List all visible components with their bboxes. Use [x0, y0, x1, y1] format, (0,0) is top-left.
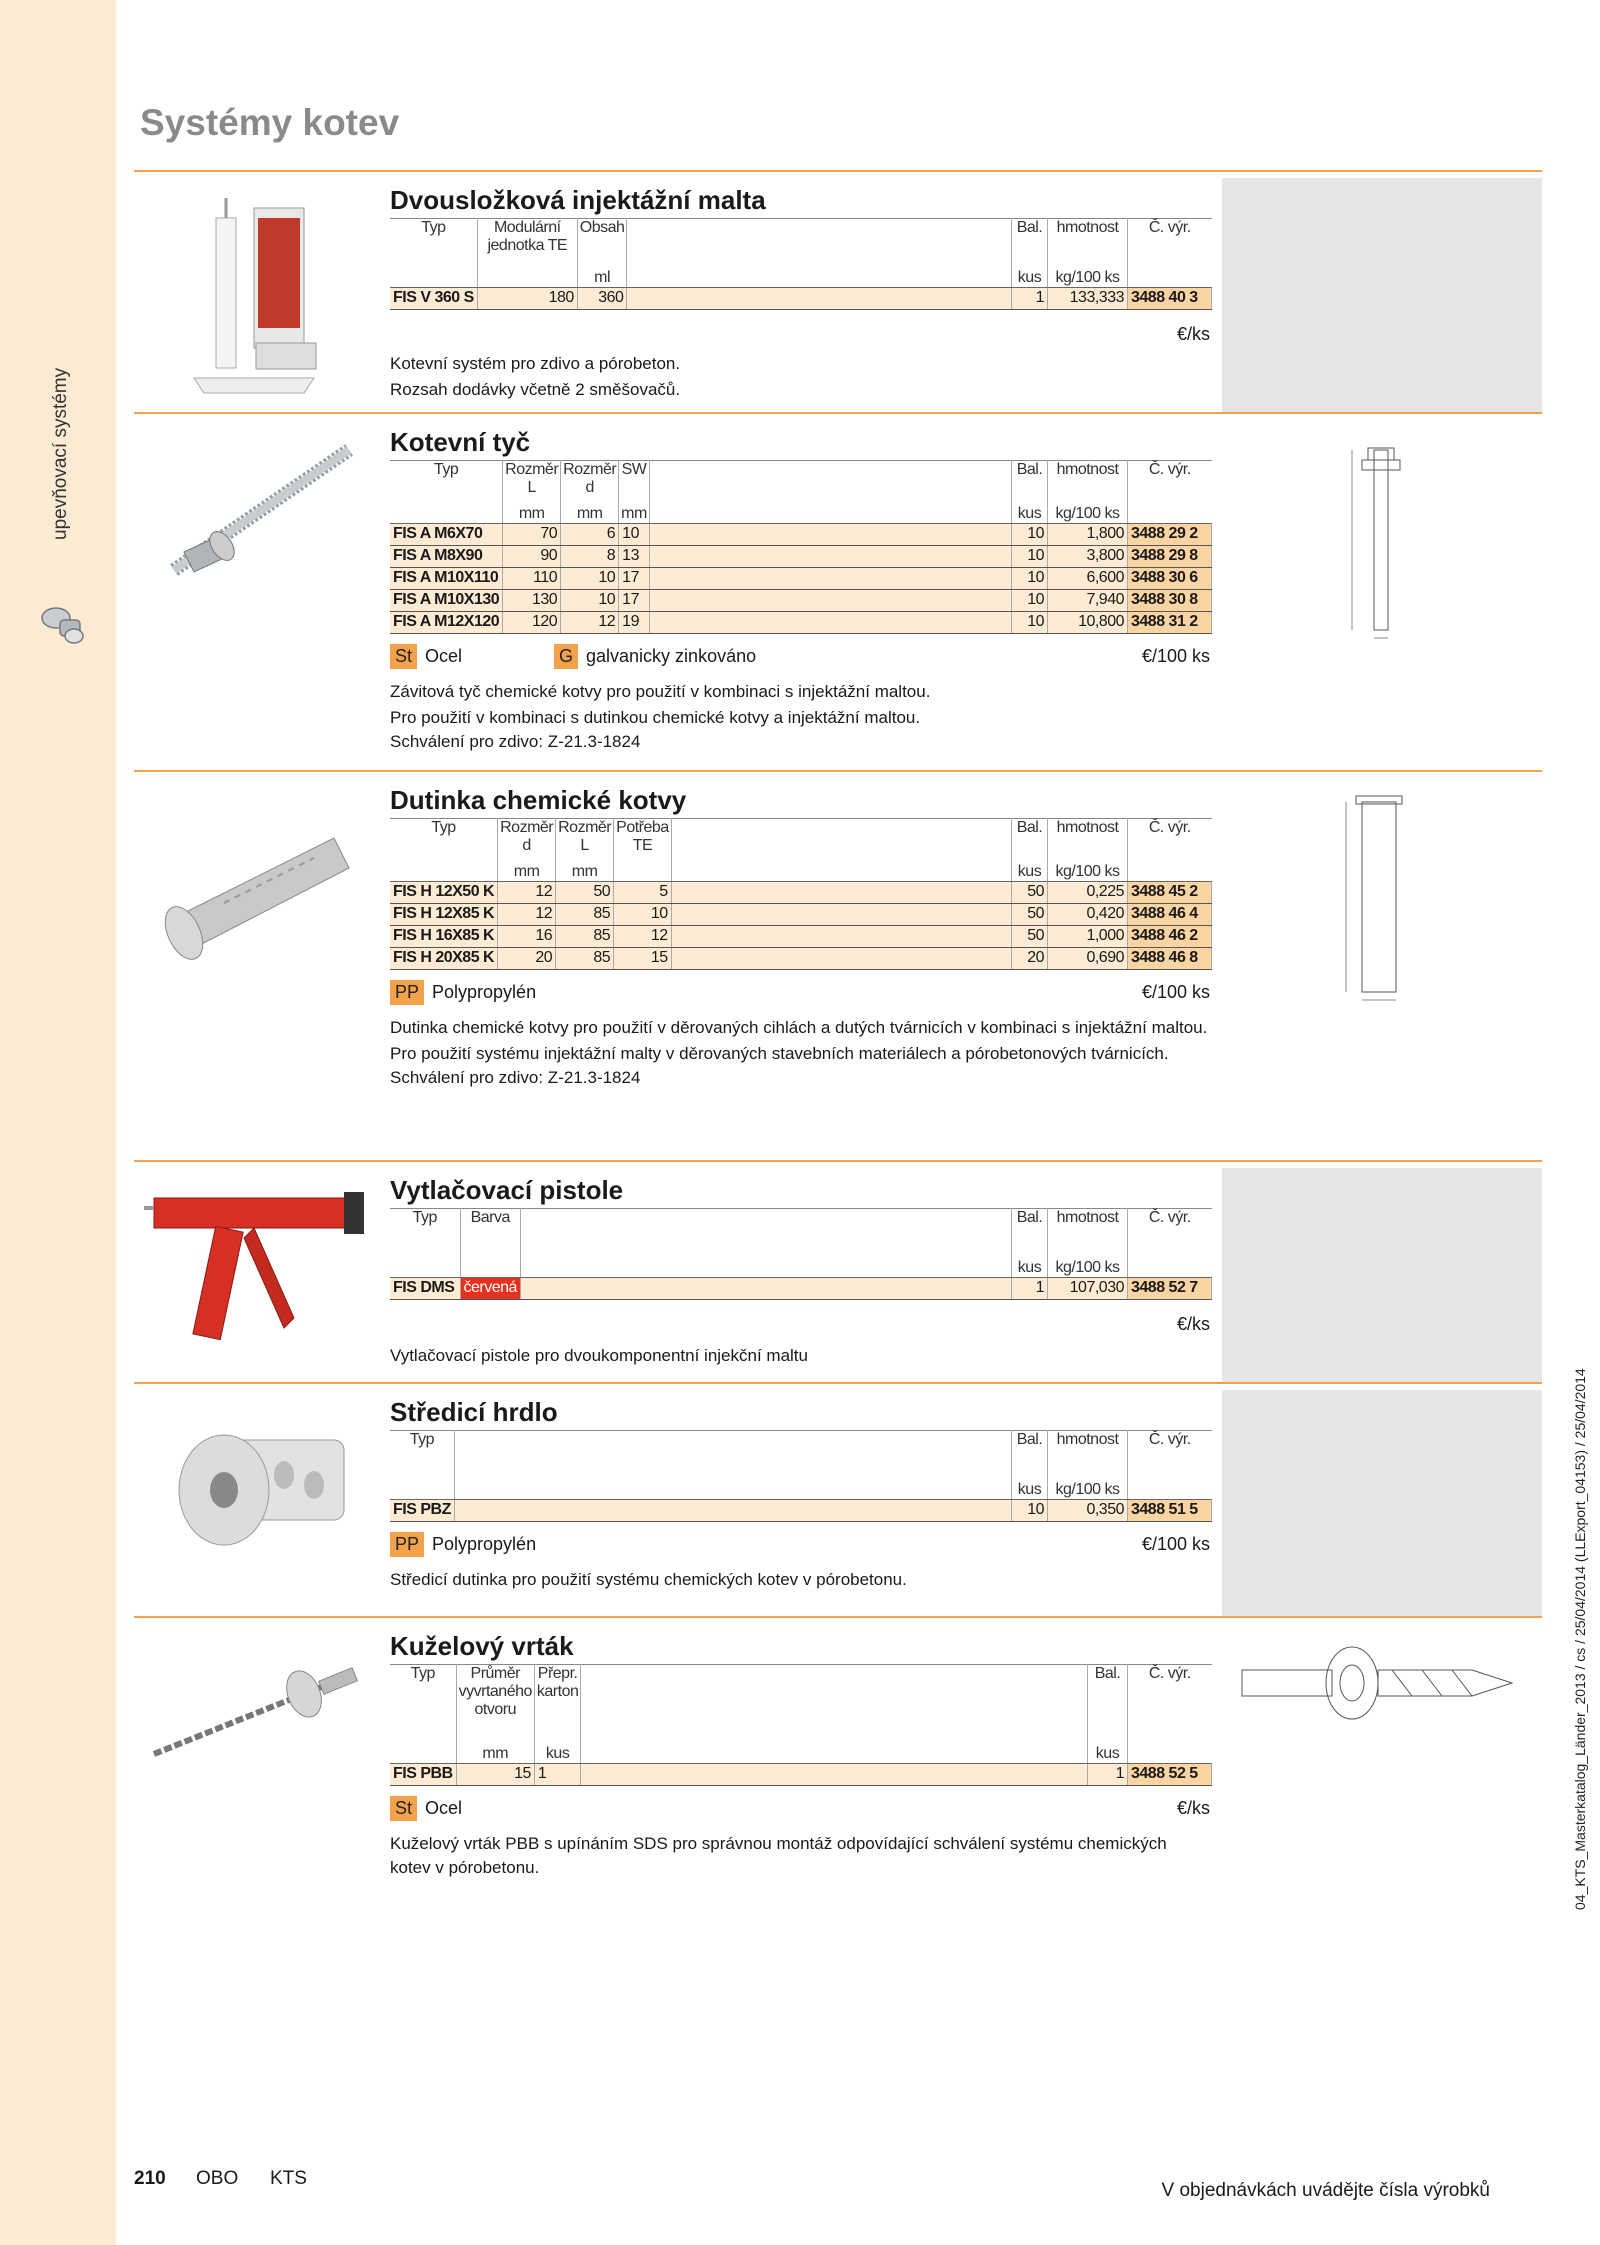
sleeve-drawing-icon [1222, 778, 1542, 1162]
col-header: Rozměr L [556, 819, 614, 863]
col-header: Bal. [1012, 1209, 1048, 1259]
col-header: Rozměr d [498, 819, 556, 863]
col-header: Potřeba TE [614, 819, 672, 863]
table-row: FIS H 12X85 K 12 85 10 50 0,420 3488 46 4 [390, 903, 1212, 925]
col-spacer [520, 1209, 1011, 1259]
col-spacer [454, 1431, 1011, 1481]
material-name: Polypropylén [432, 981, 537, 1002]
technical-drawing [1222, 420, 1542, 772]
table-row: FIS A M10X110 110 10 17 10 6,600 3488 30 6 [390, 567, 1212, 589]
unit-label: kus [1012, 269, 1048, 288]
unit-label: kg/100 ks [1048, 1259, 1128, 1278]
mortar-cartridge-image [134, 178, 364, 408]
section-title: Dvousložková injektážní malta [390, 185, 766, 215]
section-description: Dutinka chemické kotvy pro použití v děrovaných cihlách a dutých tvárnicích v kombinaci s injektážní maltou. Pro použití systému injektážní malty v děrovaných stavebních materiálech a pórobetonových tvárnicích. Schválení pro zdivo: Z-21.3-1824 [390, 1017, 1208, 1087]
section-title: Dutinka chemické kotvy [390, 785, 687, 815]
color-cell: červená [460, 1277, 520, 1299]
col-header: Bal. [1088, 1665, 1128, 1745]
material-code: St [390, 1796, 417, 1821]
product-table [390, 218, 1212, 310]
table-row [390, 287, 1212, 309]
footer-brand: OBO [196, 2168, 239, 2189]
section-content [390, 414, 1212, 756]
unit-label: kg/100 ks [1048, 269, 1128, 288]
col-spacer [671, 819, 1011, 863]
price-unit: €/ks [1176, 1797, 1210, 1818]
plastic-sleeve-image [134, 808, 364, 988]
section-content [390, 1162, 1212, 1370]
col-header: Barva [460, 1209, 520, 1259]
price-unit: €/100 ks [1141, 645, 1210, 666]
unit-label: kg/100 ks [1048, 1481, 1128, 1500]
material-code: PP [390, 1532, 424, 1557]
table-row: FIS PBB 15 1 1 3488 52 5 [390, 1763, 1212, 1785]
price-unit: €/ks [1176, 1313, 1210, 1334]
table-row: FIS A M8X90 90 8 13 10 3,800 3488 29 8 [390, 545, 1212, 567]
section-description: Středicí dutinka pro použití systému chemických kotev v pórobetonu. [390, 1569, 907, 1589]
material-row [390, 634, 1212, 678]
product-table [390, 1664, 1212, 1786]
value-cell: 1 [1012, 287, 1048, 309]
material-code: St [390, 644, 417, 669]
drill-drawing-icon [1222, 1624, 1542, 1882]
drawing-placeholder [1222, 1390, 1542, 1618]
unit-label: mm [498, 863, 556, 882]
col-header: Přepr. karton [534, 1665, 580, 1745]
drawing-placeholder [1222, 1168, 1542, 1384]
col-header: Typ [390, 461, 503, 505]
side-category-label: upevňovací systémy [50, 367, 71, 540]
section-content [390, 1384, 1212, 1594]
col-header: hmotnost [1048, 219, 1128, 269]
section-anchor-sleeve [134, 770, 1542, 1160]
unit-label: mm [561, 505, 619, 524]
col-header: Průměr vyvrtaného otvoru [456, 1665, 534, 1745]
unit-label: mm [619, 505, 650, 524]
section-description: Kuželový vrták PBB s upínáním SDS pro správnou montáž odpovídající schválení systému chemických kotev v pórobetonu. [390, 1833, 1167, 1877]
unit-label: mm [556, 863, 614, 882]
section-title: Vytlačovací pistole [390, 1175, 624, 1205]
unit-label: kus [534, 1745, 580, 1764]
footer-catalog: KTS [270, 2168, 307, 2189]
material-code: PP [390, 980, 424, 1005]
value-cell: 360 [577, 287, 627, 309]
unit-label: mm [503, 505, 561, 524]
page-title: Systémy kotev [140, 102, 400, 143]
col-header: Typ [390, 219, 477, 269]
unit-label: kus [1012, 1259, 1048, 1278]
value-cell: 180 [477, 287, 577, 309]
col-spacer [627, 219, 1012, 269]
col-header: Č. výr. [1128, 1431, 1212, 1481]
material-name: Ocel [425, 1797, 463, 1818]
col-header: Obsah [577, 219, 627, 269]
catalog-export-info: 04_KTS_Masterkatalog_Länder_2013 / cs / 25/04/2014 (LLExport_04153) / 25/04/2014 [1572, 1368, 1588, 1910]
price-unit: €/100 ks [1141, 981, 1210, 1002]
product-table [390, 1208, 1212, 1300]
value-cell: 133,333 [1048, 287, 1128, 309]
anchor-icon [36, 600, 86, 648]
table-row: FIS H 12X50 K 12 50 5 50 0,225 3488 45 2 [390, 881, 1212, 903]
col-header: Bal. [1012, 219, 1048, 269]
table-row: FIS A M12X120 120 12 19 10 10,800 3488 31 2 [390, 611, 1212, 633]
dispenser-gun-image [144, 1168, 374, 1378]
technical-drawing [1222, 778, 1542, 1162]
col-spacer [581, 1665, 1088, 1745]
section-title: Kotevní tyč [390, 427, 531, 457]
col-header: Typ [390, 1209, 460, 1259]
col-header: Typ [390, 1431, 454, 1481]
material-name: galvanicky zinkováno [586, 645, 757, 666]
unit-label: kus [1012, 1481, 1048, 1500]
price-unit: €/100 ks [1141, 1533, 1210, 1554]
section-title: Středicí hrdlo [390, 1397, 558, 1427]
unit-label: kus [1088, 1745, 1128, 1764]
section-title: Kuželový vrták [390, 1631, 574, 1661]
col-header: hmotnost [1048, 1209, 1128, 1259]
col-header: Č. výr. [1128, 1209, 1212, 1259]
col-header: Č. výr. [1128, 219, 1212, 269]
material-name: Ocel [425, 645, 463, 666]
section-description: Kotevní systém pro zdivo a pórobeton. Rozsah dodávky včetně 2 směšovačů. [390, 353, 681, 399]
col-header: Č. výr. [1128, 461, 1212, 505]
section-content [390, 772, 1212, 1092]
material-row [390, 1786, 1212, 1830]
table-row: FIS A M6X70 70 6 10 10 1,800 3488 29 2 [390, 523, 1212, 545]
side-stripe [0, 0, 116, 2245]
col-header: Typ [390, 819, 498, 863]
unit-label: kus [1012, 863, 1048, 882]
product-table [390, 818, 1212, 970]
col-header: Typ [390, 1665, 456, 1745]
col-header: Č. výr. [1128, 819, 1212, 863]
col-header: Rozměr L [503, 461, 561, 505]
material-row [390, 970, 1212, 1014]
threaded-rod-image [134, 420, 364, 640]
table-row: FIS H 20X85 K 20 85 15 20 0,690 3488 46 8 [390, 947, 1212, 969]
table-row: FIS DMS červená 1 107,030 3488 52 7 [390, 1277, 1212, 1299]
drawing-placeholder [1222, 178, 1542, 414]
material-name: Polypropylén [432, 1533, 537, 1554]
section-centering-sleeve [134, 1382, 1542, 1616]
table-row: FIS H 16X85 K 16 85 12 50 1,000 3488 46 2 [390, 925, 1212, 947]
footer-note: V objednávkách uvádějte čísla výrobků [1161, 2180, 1490, 2201]
table-row: FIS A M10X130 130 10 17 10 7,940 3488 30 8 [390, 589, 1212, 611]
table-row: FIS PBZ 10 0,350 3488 51 5 [390, 1499, 1212, 1521]
col-spacer [649, 461, 1011, 505]
centering-sleeve-image [134, 1390, 364, 1590]
unit-label: kus [1012, 505, 1048, 524]
material-code: G [554, 644, 578, 669]
unit-label: mm [456, 1745, 534, 1764]
type-cell: FIS V 360 S [390, 287, 477, 309]
col-header: hmotnost [1048, 461, 1128, 505]
section-description: Závitová tyč chemické kotvy pro použití v kombinaci s injektážní maltou. Pro použití v kombinaci s dutinkou chemické kotvy a injektážní maltou. Schválení pro zdivo: Z-21.3-1824 [390, 681, 931, 751]
col-header: Č. výr. [1128, 1665, 1212, 1745]
section-anchor-rod [134, 412, 1542, 770]
section-cone-drill [134, 1616, 1542, 1880]
section-content [390, 1618, 1212, 1882]
col-header: hmotnost [1048, 819, 1128, 863]
section-description: Vytlačovací pistole pro dvoukomponentní injekční maltu [390, 1345, 808, 1365]
product-table [390, 460, 1212, 634]
col-header: hmotnost [1048, 1431, 1128, 1481]
cone-drill-image [134, 1624, 364, 1804]
col-header: Bal. [1012, 461, 1048, 505]
technical-drawing [1222, 1624, 1542, 1882]
unit-label: ml [577, 269, 627, 288]
section-content [390, 172, 1212, 404]
col-header: SW [619, 461, 650, 505]
col-header: Rozměr d [561, 461, 619, 505]
page-number: 210 [134, 2168, 166, 2189]
section-dispenser-gun [134, 1160, 1542, 1382]
col-header: Modulární jednotka TE [477, 219, 577, 269]
material-row [390, 1522, 1212, 1566]
section-injection-mortar [134, 170, 1542, 412]
price-unit: €/ks [1176, 323, 1210, 344]
unit-label: kg/100 ks [1048, 863, 1128, 882]
rod-drawing-icon [1222, 420, 1542, 772]
col-header: Bal. [1012, 819, 1048, 863]
unit-label: kg/100 ks [1048, 505, 1128, 524]
item-number-cell: 3488 40 3 [1128, 287, 1212, 309]
col-header: Bal. [1012, 1431, 1048, 1481]
product-table [390, 1430, 1212, 1522]
